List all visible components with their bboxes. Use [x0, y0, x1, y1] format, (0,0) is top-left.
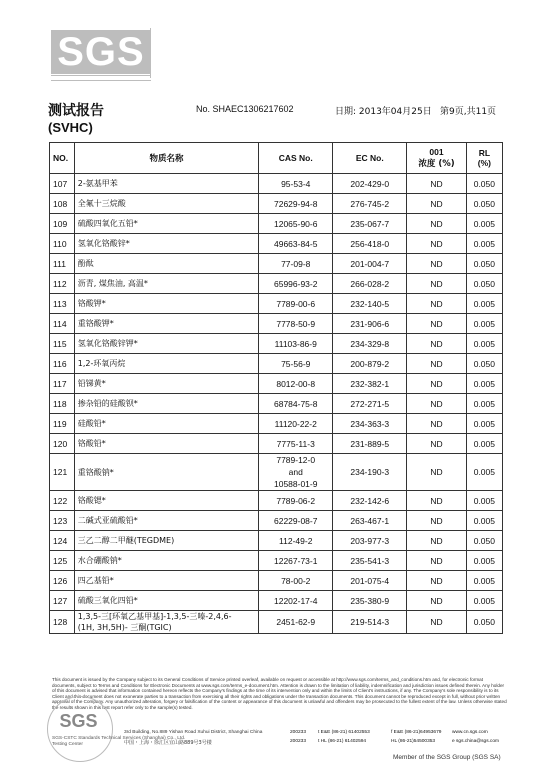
table-row [50, 394, 503, 414]
row-rl: 0.005 [466, 414, 502, 434]
row-level: ND [407, 434, 466, 454]
page-indicator: 第9页,共11页 [440, 107, 497, 117]
footer-member-note: Member of the SGS Group (SGS SA) [393, 754, 501, 761]
row-cas-and: and [288, 467, 303, 477]
row-rl: 0.005 [466, 394, 502, 414]
footer-website-link[interactable]: www.cn.sgs.com [452, 730, 488, 735]
row-cas: 65996-93-2 [259, 274, 333, 294]
row-substance: 硅酸铅* [74, 414, 259, 434]
table-row [50, 294, 503, 314]
row-cas: 112-49-2 [259, 531, 333, 551]
row-no: 115 [50, 334, 75, 354]
row-level: ND [407, 454, 466, 491]
row-substance: 全氟十三烷酸 [74, 194, 259, 214]
row-no: 122 [50, 491, 75, 511]
row-no: 107 [50, 174, 75, 194]
row-rl: 0.005 [466, 234, 502, 254]
table-row [50, 511, 503, 531]
row-no: 128 [50, 611, 75, 634]
row-level: ND [407, 234, 466, 254]
table-row [50, 374, 503, 394]
row-no: 126 [50, 571, 75, 591]
sgs-logo: SGS [51, 30, 151, 74]
row-no: 127 [50, 591, 75, 611]
row-substance-line1: 1,3,5-三[环氧乙基甲基]-1,3,5-三嗪-2,4,6- [77, 612, 232, 621]
table-row [50, 591, 503, 611]
row-level: ND [407, 254, 466, 274]
row-rl: 0.050 [466, 194, 502, 214]
row-no: 110 [50, 234, 75, 254]
row-cas: 49663-84-5 [259, 234, 333, 254]
row-cas: 77-09-8 [259, 254, 333, 274]
row-ec: 201-004-7 [333, 254, 407, 274]
row-rl: 0.005 [466, 374, 502, 394]
row-level: ND [407, 571, 466, 591]
table-row [50, 334, 503, 354]
col-header-level-id: 001 [429, 147, 444, 157]
row-substance: 酚酞 [74, 254, 259, 274]
row-level: ND [407, 354, 466, 374]
row-substance: 硫酸三氧化四铅* [74, 591, 259, 611]
row-substance: 掺杂铅的硅酸钡* [74, 394, 259, 414]
row-no: 109 [50, 214, 75, 234]
col-header-cas: CAS No. [259, 143, 333, 174]
row-no: 120 [50, 434, 75, 454]
row-ec: 256-418-0 [333, 234, 407, 254]
row-no: 114 [50, 314, 75, 334]
row-substance: 2-氨基甲苯 [74, 174, 259, 194]
row-cas: 12065-90-6 [259, 214, 333, 234]
row-rl: 0.005 [466, 551, 502, 571]
table-header-row [50, 143, 503, 174]
row-rl: 0.050 [466, 354, 502, 374]
table-row [50, 611, 503, 634]
row-ec: 202-429-0 [333, 174, 407, 194]
row-ec: 234-190-3 [333, 454, 407, 491]
row-level: ND [407, 511, 466, 531]
row-cas: 78-00-2 [259, 571, 333, 591]
row-ec: 201-075-4 [333, 571, 407, 591]
logo-underline [51, 75, 151, 81]
row-cas: 8012-00-8 [259, 374, 333, 394]
row-no: 108 [50, 194, 75, 214]
row-no: 117 [50, 374, 75, 394]
footer-address-cn: 中国・上海・徐汇区宜山路889号3号楼 [124, 740, 212, 746]
table-row [50, 551, 503, 571]
row-substance-line2: (1H, 3H,5H)- 三酮(TGIC) [77, 623, 172, 632]
row-cas: 7789-00-6 [259, 294, 333, 314]
row-rl: 0.005 [466, 314, 502, 334]
table-row [50, 234, 503, 254]
row-no: 118 [50, 394, 75, 414]
row-level: ND [407, 591, 466, 611]
footer-tel: t E&E (86-21) 61402553 [318, 730, 370, 735]
row-cas-second: 10588-01-9 [273, 479, 318, 489]
table-row [50, 354, 503, 374]
report-title-en: (SVHC) [48, 120, 93, 135]
row-cas: 62229-08-7 [259, 511, 333, 531]
row-cas [259, 454, 333, 491]
report-number: No. SHAEC1306217602 [196, 104, 294, 114]
table-row [50, 314, 503, 334]
row-rl: 0.005 [466, 511, 502, 531]
row-ec: 276-745-2 [333, 194, 407, 214]
row-cas: 12202-17-4 [259, 591, 333, 611]
row-level: ND [407, 374, 466, 394]
row-substance: 氢氧化铬酸锌* [74, 234, 259, 254]
row-ec: 272-271-5 [333, 394, 407, 414]
table-row [50, 414, 503, 434]
table-row [50, 454, 503, 491]
table-row [50, 214, 503, 234]
table-row [50, 531, 503, 551]
row-substance: 重铬酸钾* [74, 314, 259, 334]
col-header-level-unit: 浓度 (%) [418, 159, 455, 169]
row-level: ND [407, 334, 466, 354]
col-header-level [407, 143, 466, 174]
row-level: ND [407, 314, 466, 334]
report-date: 日期: 2013年04月25日 [335, 107, 432, 117]
row-substance: 二碱式亚硫酸铅* [74, 511, 259, 531]
row-rl: 0.050 [466, 531, 502, 551]
row-level: ND [407, 414, 466, 434]
legal-disclaimer: This document is issued by the Company subject to its General Conditions of Service printed overleaf, available on request or accessible at http://www.sgs.com/terms_and_conditions.htm and, for electronic format documents, subject to Terms and Conditions for Electronic Documents at www.sgs.com/terms_e-document.htm. Attention is drawn to the limitation of liability, indemnification and jurisdiction issues defined therein. Any holder of this document is advised that information contained hereon reflects the Company's findings at the time of its intervention only and within the limits of Client's instructions, if any. The Company's sole responsibility is to its Client and this document does not exonerate parties to a transaction from exercising all their rights and obligations under the transaction documents. This document cannot be reproduced except in full, without prior written approval of the Company. Any unauthorized alteration, forgery or falsification of the content or appearance of this document is unlawful and offenders may be prosecuted to the fullest extent of the law. Unless otherwise stated the results shown in this test report refer only to the sample(s) tested. [52, 677, 507, 710]
substance-table [49, 142, 503, 634]
row-rl: 0.005 [466, 591, 502, 611]
row-rl: 0.005 [466, 294, 502, 314]
table-row [50, 174, 503, 194]
row-ec: 200-879-2 [333, 354, 407, 374]
row-rl: 0.005 [466, 334, 502, 354]
row-ec: 203-977-3 [333, 531, 407, 551]
row-ec: 232-382-1 [333, 374, 407, 394]
footer-postcode: 200233 [290, 730, 307, 735]
row-no: 125 [50, 551, 75, 571]
row-rl: 0.005 [466, 454, 502, 491]
col-header-rl-label: RL [478, 148, 491, 158]
row-substance: 铅锑黄* [74, 374, 259, 394]
row-ec: 235-541-3 [333, 551, 407, 571]
row-cas: 7778-50-9 [259, 314, 333, 334]
row-cas: 12267-73-1 [259, 551, 333, 571]
row-rl: 0.005 [466, 434, 502, 454]
row-level: ND [407, 194, 466, 214]
row-level: ND [407, 174, 466, 194]
col-header-name: 物质名称 [74, 143, 259, 174]
row-no: 124 [50, 531, 75, 551]
row-level: ND [407, 214, 466, 234]
row-ec: 231-889-5 [333, 434, 407, 454]
footer-fax: f E&E (86-21)64953679 [391, 730, 442, 735]
row-level: ND [407, 294, 466, 314]
row-level: ND [407, 551, 466, 571]
row-cas: 7789-06-2 [259, 491, 333, 511]
row-cas: 68784-75-8 [259, 394, 333, 414]
row-substance: 三乙二醇二甲醚(TEGDME) [74, 531, 259, 551]
row-substance: 重铬酸钠* [74, 454, 259, 491]
footer-tel: t HL (86-21) 61402594 [318, 739, 367, 744]
row-rl: 0.050 [466, 274, 502, 294]
logo-divider [150, 28, 151, 78]
row-rl: 0.050 [466, 611, 502, 634]
row-substance: 铬酸钾* [74, 294, 259, 314]
row-cas-first: 7789-12-0 [276, 455, 316, 465]
row-rl: 0.005 [466, 571, 502, 591]
footer-fax: HL (86-21)54500353 [391, 739, 436, 744]
footer-company-name: SGS-CSTC Standards Technical Services (Shanghai) Co., Ltd. [52, 736, 186, 741]
row-substance: 氢氧化铬酸锌钾* [74, 334, 259, 354]
row-substance [74, 611, 259, 634]
row-ec: 232-140-5 [333, 294, 407, 314]
row-cas: 2451-62-9 [259, 611, 333, 634]
row-ec: 232-142-6 [333, 491, 407, 511]
table-row [50, 491, 503, 511]
row-rl: 0.005 [466, 214, 502, 234]
row-substance: 沥青, 煤焦油, 高温* [74, 274, 259, 294]
row-no: 116 [50, 354, 75, 374]
row-no: 121 [50, 454, 75, 491]
row-ec: 263-467-1 [333, 511, 407, 531]
row-no: 111 [50, 254, 75, 274]
row-no: 112 [50, 274, 75, 294]
row-substance: 硫酸四氧化五铅* [74, 214, 259, 234]
table-row [50, 434, 503, 454]
row-ec: 234-329-8 [333, 334, 407, 354]
row-ec: 219-514-3 [333, 611, 407, 634]
row-level: ND [407, 274, 466, 294]
row-ec: 235-380-9 [333, 591, 407, 611]
row-rl: 0.005 [466, 491, 502, 511]
row-cas: 11103-86-9 [259, 334, 333, 354]
row-cas: 95-53-4 [259, 174, 333, 194]
table-row [50, 194, 503, 214]
footer-company-unit: Testing Center [52, 742, 83, 747]
seal-text: SGS [59, 711, 98, 731]
row-level: ND [407, 531, 466, 551]
table-row [50, 571, 503, 591]
row-rl: 0.050 [466, 254, 502, 274]
row-level: ND [407, 491, 466, 511]
row-no: 113 [50, 294, 75, 314]
row-ec: 231-906-6 [333, 314, 407, 334]
row-substance: 水合硼酸钠* [74, 551, 259, 571]
row-ec: 235-067-7 [333, 214, 407, 234]
report-title-cn: 测试报告 [48, 103, 104, 119]
row-substance: 铬酸锶* [74, 491, 259, 511]
row-ec: 266-028-2 [333, 274, 407, 294]
row-cas: 72629-94-8 [259, 194, 333, 214]
table-row [50, 274, 503, 294]
row-ec: 234-363-3 [333, 414, 407, 434]
row-cas: 11120-22-2 [259, 414, 333, 434]
row-rl: 0.050 [466, 174, 502, 194]
col-header-rl-unit: (%) [477, 158, 491, 168]
row-level: ND [407, 394, 466, 414]
row-level: ND [407, 611, 466, 634]
row-cas: 75-56-9 [259, 354, 333, 374]
row-no: 123 [50, 511, 75, 531]
footer-postcode: 200233 [290, 739, 307, 744]
row-substance: 1,2-环氧丙烷 [74, 354, 259, 374]
row-cas: 7775-11-3 [259, 434, 333, 454]
col-header-rl [466, 143, 502, 174]
row-substance: 铬酸铅* [74, 434, 259, 454]
row-substance: 四乙基铅* [74, 571, 259, 591]
col-header-no: NO. [50, 143, 75, 174]
footer-email-link[interactable]: e sgs.china@sgs.com [452, 739, 499, 744]
table-row [50, 254, 503, 274]
footer-address-en: 3rd Building, No.889 Yishan Road Xuhui District, Shanghai China [124, 730, 263, 735]
row-no: 119 [50, 414, 75, 434]
col-header-ec: EC No. [333, 143, 407, 174]
